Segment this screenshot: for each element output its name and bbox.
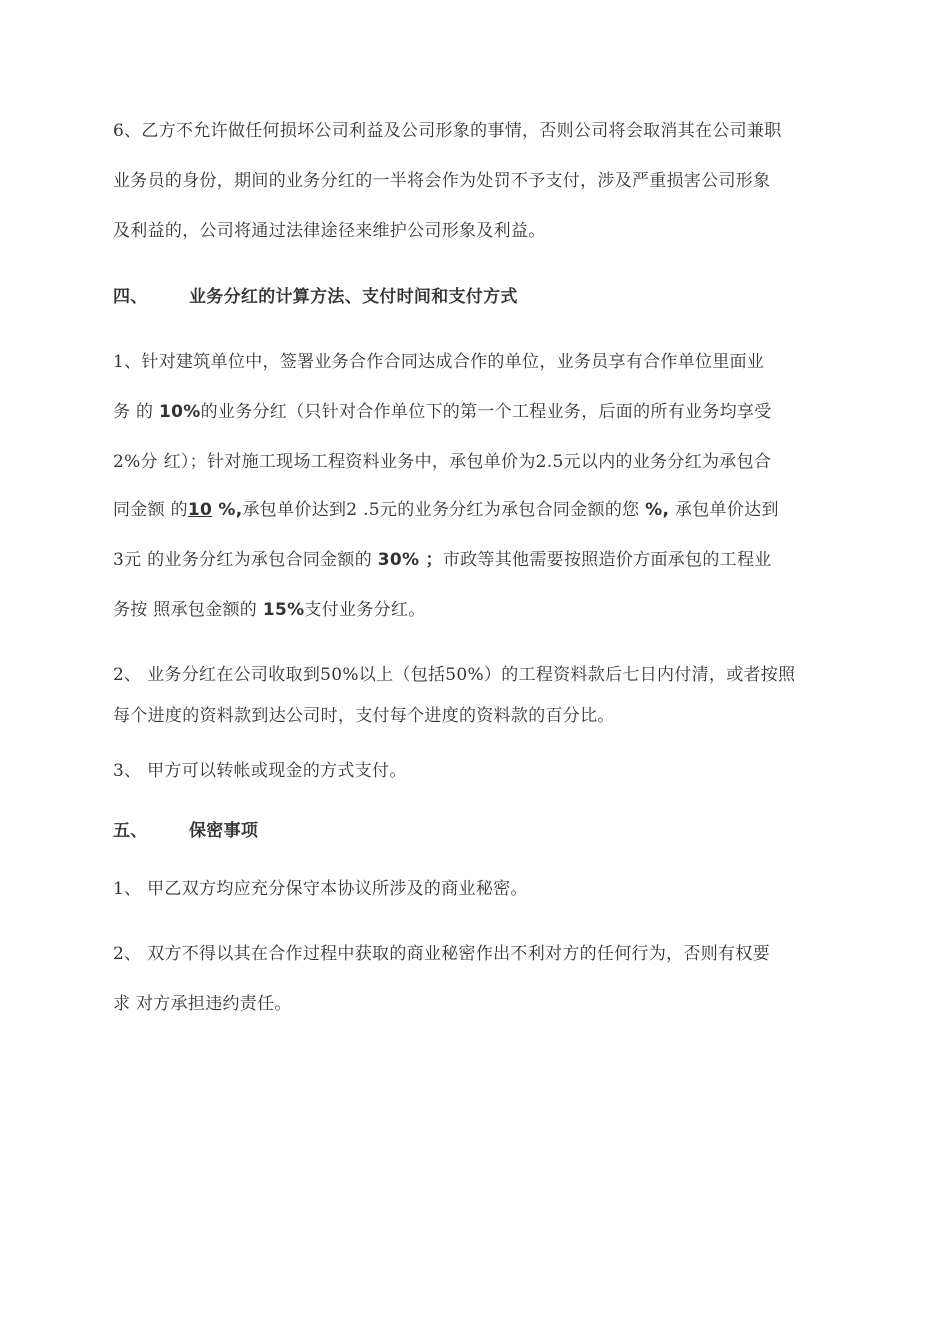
text-run: 的业务分红（只针对合作单位下的第一个工程业务，后面的所有业务均享受 bbox=[200, 402, 772, 422]
text-run: 同金额 的 bbox=[113, 500, 188, 520]
percent-10: 10% bbox=[159, 402, 201, 422]
text-run: 3元 的业务分红为承包合同金额的 bbox=[113, 550, 378, 570]
section-5-title: 保密事项 bbox=[189, 821, 259, 841]
text-run: 承包单价达到2 .5元的业务分红为承包合同金额的您 bbox=[242, 500, 646, 520]
section-4-item-1-line-1: 1、针对建筑单位中，签署业务合作合同达成合作的单位，业务员享有合作单位里面业 bbox=[113, 352, 765, 372]
section-4-item-1-line-6 bbox=[113, 599, 858, 621]
section-4-title: 业务分红的计算方法、支付时间和支付方式 bbox=[189, 287, 518, 307]
section-4-item-2-line-2: 每个进度的资料款到达公司时，支付每个进度的资料款的百分比。 bbox=[113, 706, 615, 726]
section-5-item-2-line-1: 2、 双方不得以其在合作过程中获取的商业秘密作出不利对方的任何行为，否则有权要 bbox=[113, 944, 770, 964]
clause-6-line-2: 业务员的身份，期间的业务分红的一半将会作为处罚不予支付，涉及严重损害公司形象 bbox=[113, 171, 771, 191]
underlined-10: 10 bbox=[187, 500, 213, 520]
section-4-item-3-line-1: 3、 甲方可以转帐或现金的方式支付。 bbox=[113, 761, 407, 781]
section-4-heading bbox=[113, 286, 858, 308]
section-4-item-1-line-4 bbox=[113, 499, 858, 521]
percent-sign: %, bbox=[645, 500, 670, 520]
percent-30: 30% ； bbox=[377, 550, 443, 570]
text-run: 务按 照承包金额的 bbox=[113, 600, 263, 620]
clause-6-line-1: 6、乙方不允许做任何损坏公司利益及公司形象的事情，否则公司将会取消其在公司兼职 bbox=[113, 121, 782, 141]
section-4-item-1-line-5 bbox=[113, 549, 858, 571]
text-run: 支付业务分红。 bbox=[304, 600, 426, 620]
section-4-number: 四、 bbox=[113, 287, 148, 307]
text-run: 市政等其他需要按照造价方面承包的工程业 bbox=[442, 550, 772, 570]
clause-6-line-3: 及利益的，公司将通过法律途径来维护公司形象及利益。 bbox=[113, 221, 546, 241]
section-5-heading bbox=[113, 820, 858, 842]
section-5-item-1-line-1: 1、 甲乙双方均应充分保守本协议所涉及的商业秘密。 bbox=[113, 879, 528, 899]
section-5-number: 五、 bbox=[113, 821, 148, 841]
section-4-item-1-line-3: 2%分 红）；针对施工现场工程资料业务中，承包单价为2.5元以内的业务分红为承包合 bbox=[113, 452, 772, 472]
text-run: 承包单价达到 bbox=[669, 500, 779, 520]
text-run: 务 的 bbox=[113, 402, 160, 422]
percent-sign: %, bbox=[212, 500, 243, 520]
percent-15: 15% bbox=[262, 600, 305, 620]
section-4-item-1-line-2 bbox=[113, 401, 858, 423]
section-4-item-2-line-1: 2、 业务分红在公司收取到50%以上（包括50%）的工程资料款后七日内付清，或者按照 bbox=[113, 665, 796, 685]
section-5-item-2-line-2: 求 对方承担违约责任。 bbox=[113, 994, 292, 1014]
